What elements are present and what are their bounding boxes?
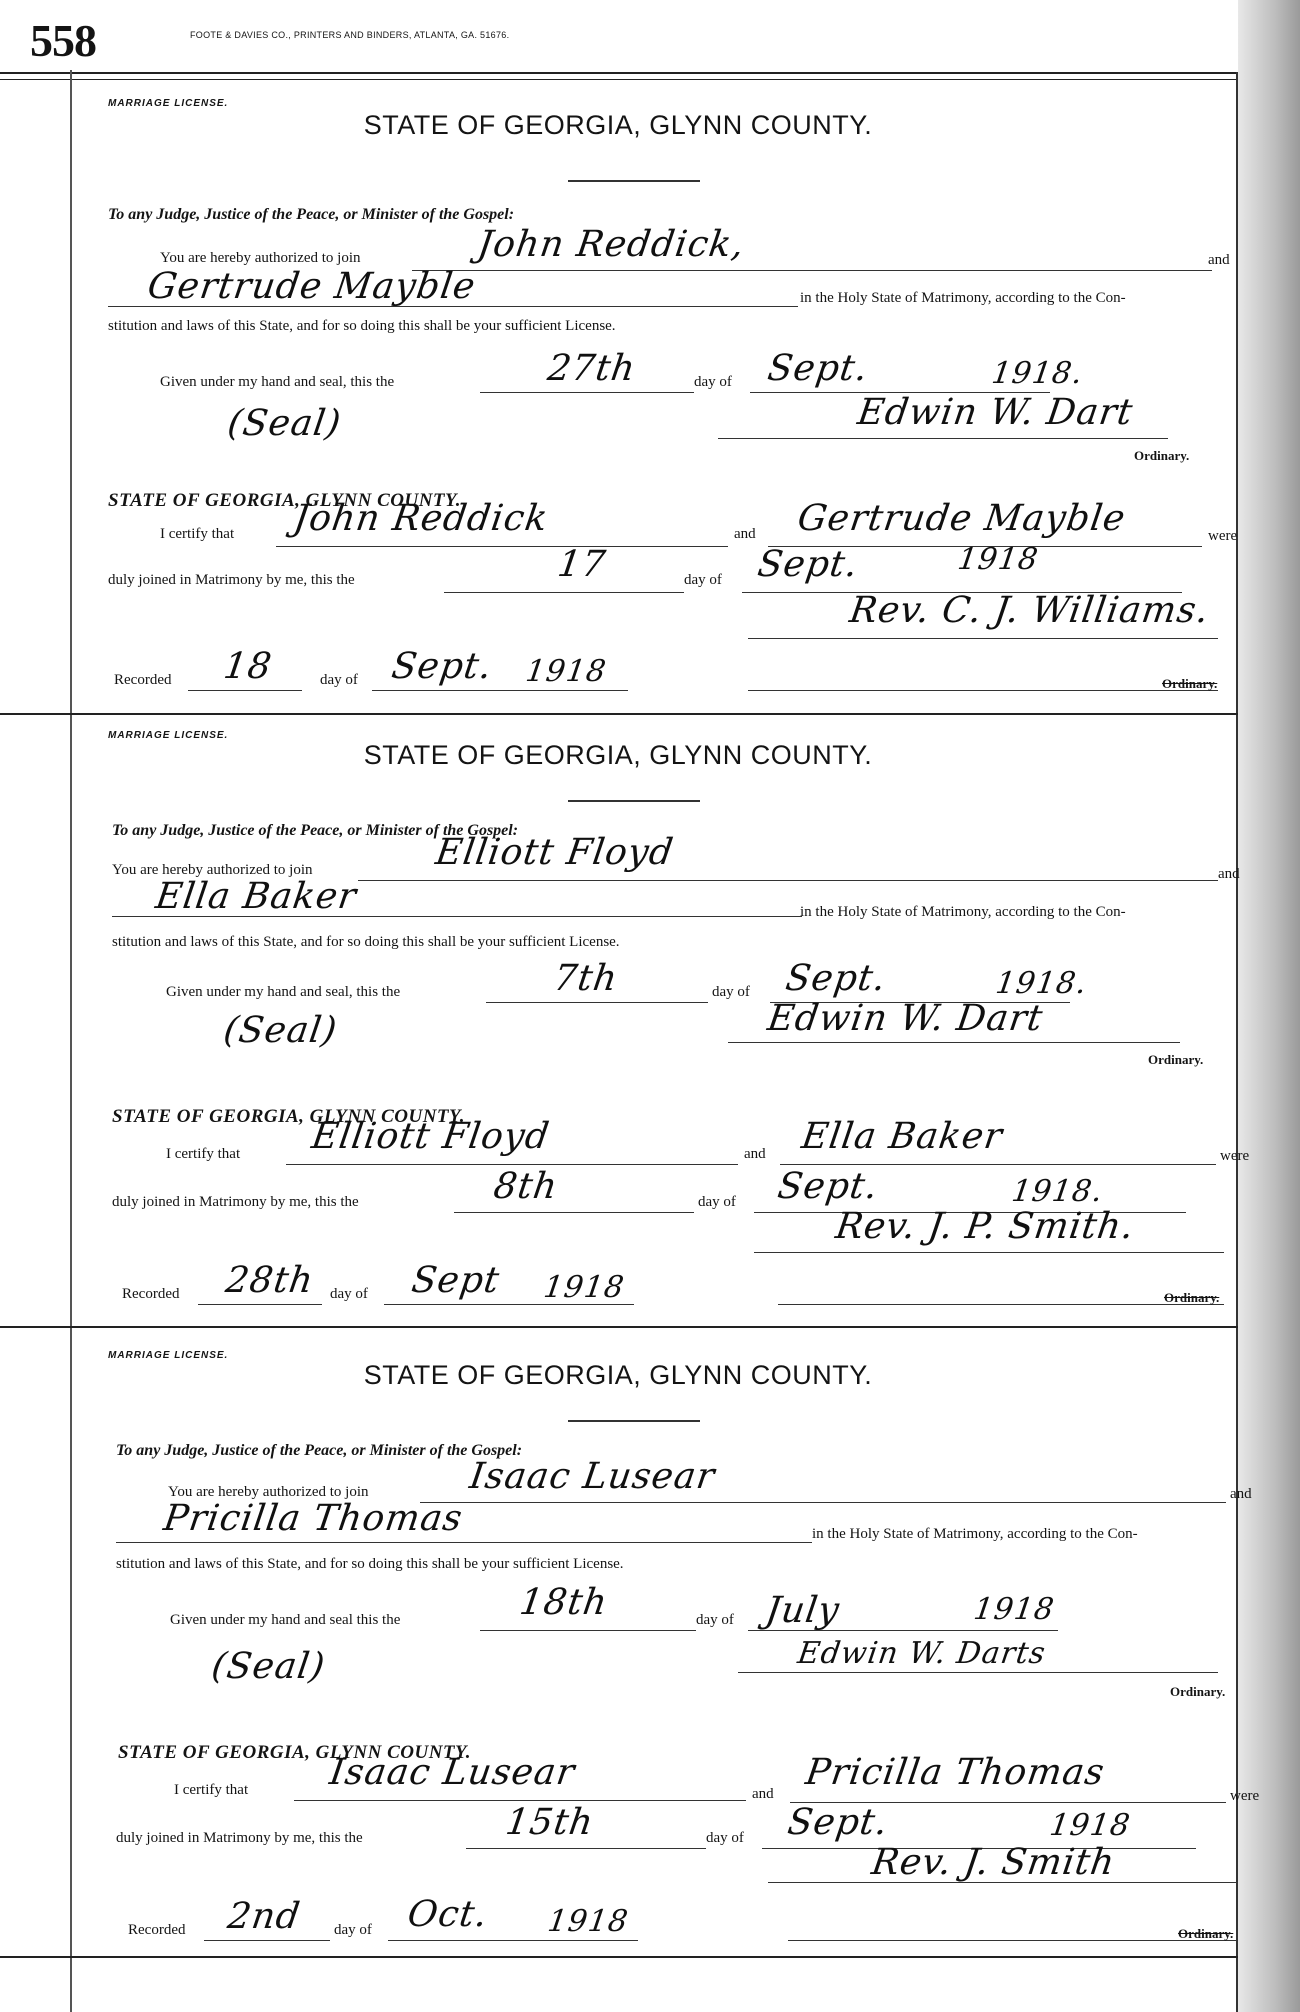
recorded-month: Sept (409, 1260, 503, 1301)
recorded-day: 18 (221, 646, 275, 687)
ordinary-label: Ordinary. (1134, 448, 1190, 463)
recorded-sig-line (748, 690, 1218, 691)
recorded-month-line (388, 1940, 638, 1941)
state-title: STATE OF GEORGIA, GLYNN COUNTY. (363, 110, 873, 140)
cert-day-of-text: day of (684, 572, 722, 588)
cert-bride-line (780, 1164, 1216, 1165)
marriage-license-label: MARRIAGE LICENSE. (108, 1350, 229, 1361)
marriage-record-3 (108, 1350, 1260, 1950)
minister-signature: Rev. J. P. Smith. (833, 1206, 1137, 1247)
recorded-ordinary: Ordinary. (1162, 676, 1218, 691)
were-text: were (1230, 1788, 1260, 1804)
cert-groom-line (276, 546, 728, 547)
ordinary-sig-line (728, 1042, 1180, 1043)
minister-signature: Rev. J. Smith (869, 1842, 1118, 1883)
license-month: Sept. (765, 348, 871, 389)
and-text: and (1230, 1486, 1252, 1502)
marriage-record-2 (108, 730, 1250, 1320)
cert-bride: Ella Baker (799, 1116, 1006, 1157)
ordinary-signature: Edwin W. Dart (855, 392, 1136, 433)
divider-2 (0, 1326, 1238, 1328)
cert-state-heading: STATE OF GEORGIA, GLYNN COUNTY. (108, 490, 461, 511)
license-month: Sept. (783, 958, 889, 999)
recorded-ordinary: Ordinary. (1164, 1290, 1220, 1305)
page-edge-shadow (1238, 0, 1300, 2012)
married-day: 15th (503, 1802, 597, 1843)
and-text: and (1218, 866, 1240, 882)
married-day: 17 (555, 544, 609, 585)
recorded-day-of: day of (334, 1922, 372, 1938)
cert-state-heading: STATE OF GEORGIA, GLYNN COUNTY. (118, 1742, 471, 1763)
recorded-day: 2nd (225, 1896, 304, 1937)
ordinary-sig-line (738, 1672, 1218, 1673)
cert-groom: Elliott Floyd (309, 1116, 553, 1157)
recorded-text: Recorded (114, 672, 172, 688)
minister-line (754, 1252, 1224, 1253)
license-day-line (486, 1002, 708, 1003)
marriage-license-label: MARRIAGE LICENSE. (108, 730, 229, 741)
and-text: and (1208, 252, 1230, 268)
married-day: 8th (491, 1166, 561, 1207)
constitution-text: stitution and laws of this State, and for so doing this shall be your sufficient License. (112, 934, 620, 950)
title-underline (568, 1420, 700, 1422)
state-title: STATE OF GEORGIA, GLYNN COUNTY. (363, 740, 873, 770)
recorded-day-line (204, 1940, 330, 1941)
license-day-line (480, 392, 694, 393)
authorized-text: You are hereby authorized to join (112, 862, 313, 878)
minister-signature: Rev. C. J. Williams. (847, 590, 1212, 631)
recorded-year: 1918 (541, 1270, 627, 1305)
recorded-year: 1918 (545, 1904, 631, 1939)
groom-line (420, 1502, 1226, 1503)
recorded-day-of: day of (320, 672, 358, 688)
holy-state-text: in the Holy State of Matrimony, according to the Con- (800, 904, 1126, 920)
cert-bride: Gertrude Mayble (795, 498, 1129, 539)
recorded-text: Recorded (122, 1286, 180, 1302)
groom-name: Isaac Lusear (467, 1456, 718, 1497)
duly-text: duly joined in Matrimony by me, this the (108, 572, 355, 588)
license-day-line (480, 1630, 696, 1631)
minister-line (748, 638, 1218, 639)
given-text: Given under my hand and seal this the (170, 1612, 401, 1628)
recorded-day-line (188, 690, 302, 691)
constitution-text: stitution and laws of this State, and for so doing this shall be your sufficient License. (108, 318, 616, 334)
were-text: were (1208, 528, 1238, 544)
state-title: STATE OF GEORGIA, GLYNN COUNTY. (363, 1360, 873, 1390)
license-day: 18th (517, 1582, 611, 1623)
cert-state-heading: STATE OF GEORGIA, GLYNN COUNTY. (112, 1106, 465, 1127)
seal-mark: (Seal) (209, 1646, 328, 1687)
day-of-text: day of (694, 374, 732, 390)
certify-text: I certify that (160, 526, 235, 542)
cert-day-of-text: day of (698, 1194, 736, 1210)
given-text: Given under my hand and seal, this the (166, 984, 401, 1000)
holy-state-text: in the Holy State of Matrimony, according to the Con- (812, 1526, 1138, 1542)
recorded-day-of: day of (330, 1286, 368, 1302)
top-rule (0, 72, 1238, 74)
top-rule-thin (0, 79, 1238, 80)
ordinary-signature: Edwin W. Darts (795, 1636, 1049, 1671)
recorded-month-line (372, 690, 628, 691)
day-of-text: day of (712, 984, 750, 1000)
authorized-text: You are hereby authorized to join (160, 250, 361, 266)
holy-state-text: in the Holy State of Matrimony, according to the Con- (800, 290, 1126, 306)
certify-text: I certify that (174, 1782, 249, 1798)
left-margin-line (70, 70, 72, 2012)
cert-and-text: and (744, 1146, 766, 1162)
married-day-line (454, 1212, 694, 1213)
marriage-record-1 (108, 98, 1238, 708)
to-any-judge: To any Judge, Justice of the Peace, or Minister of the Gospel: (112, 822, 519, 839)
ordinary-signature: Edwin W. Dart (765, 998, 1046, 1039)
given-text: Given under my hand and seal, this the (160, 374, 395, 390)
certify-text: I certify that (166, 1146, 241, 1162)
recorded-text: Recorded (128, 1922, 186, 1938)
page-number: 558 (30, 15, 96, 66)
constitution-text: stitution and laws of this State, and for so doing this shall be your sufficient License. (116, 1556, 624, 1572)
divider-3 (0, 1956, 1238, 1958)
day-of-text: day of (696, 1612, 734, 1628)
cert-groom: John Reddick (291, 498, 551, 539)
ordinary-label: Ordinary. (1170, 1684, 1226, 1699)
recorded-month: Sept. (389, 646, 495, 687)
were-text: were (1220, 1148, 1250, 1164)
groom-name: John Reddick, (475, 224, 748, 265)
authorized-text: You are hereby authorized to join (168, 1484, 369, 1500)
duly-text: duly joined in Matrimony by me, this the (112, 1194, 359, 1210)
to-any-judge: To any Judge, Justice of the Peace, or Minister of the Gospel: (116, 1442, 523, 1459)
license-day: 27th (545, 348, 639, 389)
bride-name: Ella Baker (153, 876, 360, 917)
married-year: 1918 (955, 542, 1041, 577)
recorded-day-line (198, 1304, 322, 1305)
ordinary-sig-line (718, 438, 1168, 439)
recorded-sig-line (788, 1940, 1238, 1941)
groom-name: Elliott Floyd (433, 832, 677, 873)
cert-groom-line (294, 1800, 746, 1801)
to-any-judge: To any Judge, Justice of the Peace, or Minister of the Gospel: (108, 206, 515, 223)
married-year: 1918 (1047, 1808, 1133, 1843)
cert-day-of-text: day of (706, 1830, 744, 1846)
license-day: 7th (551, 958, 621, 999)
married-month: Sept. (775, 1166, 881, 1207)
recorded-year: 1918 (523, 654, 609, 689)
title-underline (568, 180, 700, 182)
ordinary-label: Ordinary. (1148, 1052, 1204, 1067)
bride-name: Pricilla Thomas (161, 1498, 466, 1539)
married-year: 1918. (1009, 1174, 1106, 1209)
recorded-sig-line (778, 1304, 1224, 1305)
license-year: 1918. (993, 966, 1090, 1001)
divider-1 (0, 713, 1238, 715)
license-year: 1918. (989, 356, 1086, 391)
cert-and-text: and (734, 526, 756, 542)
bride-name: Gertrude Mayble (145, 266, 479, 307)
groom-line (412, 270, 1212, 271)
license-month: July (763, 1590, 843, 1631)
recorded-ordinary: Ordinary. (1178, 1926, 1234, 1941)
printer-imprint: FOOTE & DAVIES CO., PRINTERS AND BINDERS, ATLANTA, GA. 51676. (190, 30, 510, 40)
cert-groom: Isaac Lusear (327, 1752, 578, 1793)
duly-text: duly joined in Matrimony by me, this the (116, 1830, 363, 1846)
married-month: Sept. (755, 544, 861, 585)
seal-mark: (Seal) (225, 403, 344, 444)
cert-and-text: and (752, 1786, 774, 1802)
groom-line (358, 880, 1218, 881)
married-month: Sept. (785, 1802, 891, 1843)
marriage-license-label: MARRIAGE LICENSE. (108, 98, 229, 109)
license-year: 1918 (971, 1592, 1057, 1627)
married-day-line (466, 1848, 706, 1849)
bride-line (116, 1542, 812, 1543)
seal-mark: (Seal) (221, 1010, 340, 1051)
title-underline (568, 800, 700, 802)
recorded-day: 28th (223, 1260, 317, 1301)
cert-groom-line (286, 1164, 738, 1165)
cert-bride: Pricilla Thomas (803, 1752, 1108, 1793)
recorded-month: Oct. (405, 1894, 491, 1935)
married-day-line (444, 592, 684, 593)
